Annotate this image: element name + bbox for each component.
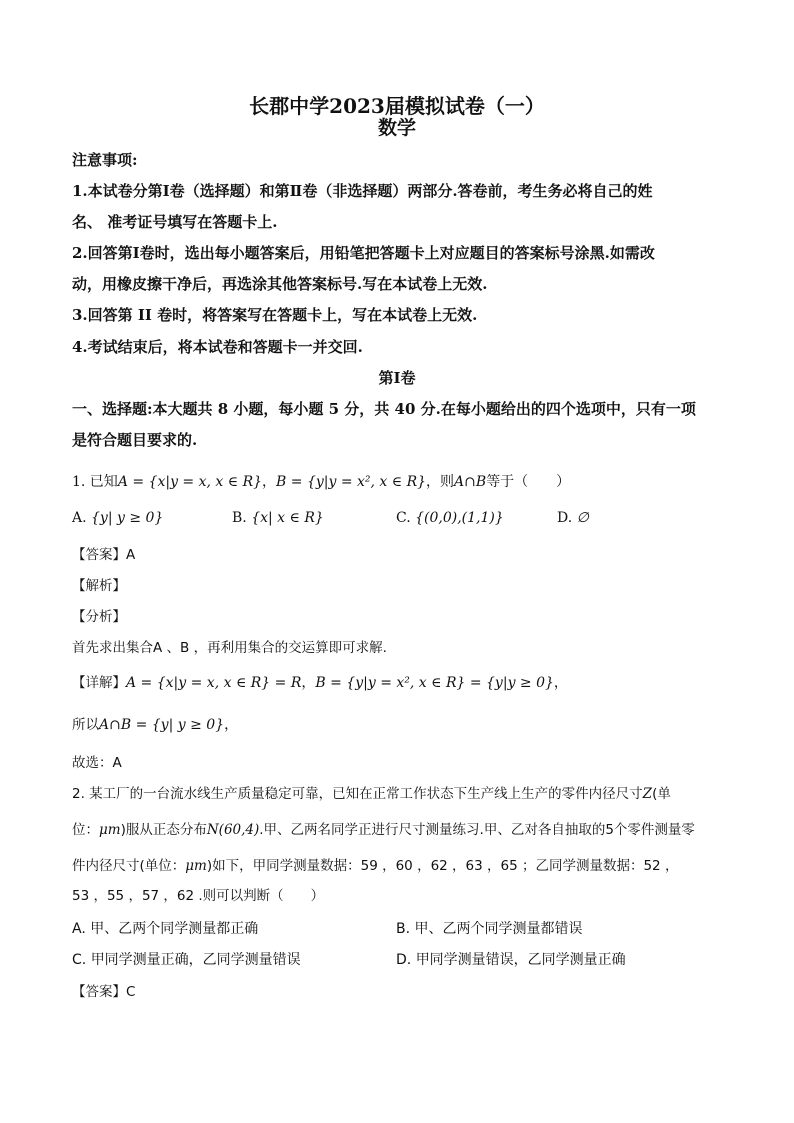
q1-option-c [396, 508, 504, 528]
q2-option-a [72, 919, 258, 939]
option-text: ∅ [576, 510, 589, 526]
q1-analysis-tag: 【解析】 [72, 578, 126, 594]
q1-detail-b: B = {y|y = x², x ∈ R} = {y|y ≥ 0} [315, 675, 554, 691]
option-letter: B. [396, 921, 411, 937]
option-letter: B. [232, 510, 247, 526]
q2-distribution: N(60,4) [206, 822, 260, 838]
q1-intersect: A∩B [454, 474, 487, 490]
option-text: {y| y ≥ 0} [91, 510, 164, 526]
q2-text: )服从正态分布 [120, 822, 207, 838]
option-letter: A. [72, 921, 86, 937]
notice-line-2: 名、 准考证号填写在答题卡上. [72, 213, 278, 231]
option-letter: C. [72, 952, 87, 968]
q2-text: 件内径尺寸(单位： [72, 858, 186, 874]
notice-line-6: 4.考试结束后，将本试卷和答题卡一并交回. [72, 338, 363, 356]
q2-unit: μm [185, 858, 207, 874]
q2-text: .甲、乙两名同学正进行尺寸测量练习.甲、乙对各自抽取的5个零件测量零 [259, 822, 695, 838]
q2-option-d [396, 950, 626, 970]
q2-line-4: 53 ，55 ，57 ，62 .则可以判断（ ） [72, 888, 325, 904]
q2-text: )如下，甲同学测量数据：59 ，60 ，62 ，63 ，65 ；乙同学测量数据：52 ， [206, 858, 679, 874]
section-label: 第Ⅰ卷 [378, 369, 416, 387]
q2-var-z: Z [642, 786, 653, 802]
q2-unit: μm [99, 822, 121, 838]
q2-line-3 [72, 856, 678, 876]
q2-line-1 [72, 784, 671, 804]
q1-fenxi-text: 首先求出集合A 、B ，再利用集合的交运算即可求解. [72, 640, 387, 656]
q2-text: 2. 某工厂的一台流水线生产质量稳定可靠，已知在正常工作状态下生产线上生产的零件内径尺寸 [72, 786, 643, 802]
q1-conclusion-prefix: 所以 [72, 717, 99, 733]
q2-text: (单 [652, 786, 671, 802]
q1-set-b: B = {y|y = x², x ∈ R} [276, 474, 427, 490]
section-instruction-cont: 是符合题目要求的. [72, 431, 198, 449]
q1-set-a: A = {x|y = x, x ∈ R} [117, 474, 263, 490]
q2-text: 位： [72, 822, 99, 838]
notice-heading: 注意事项: [72, 151, 138, 169]
option-letter: D. [557, 510, 573, 526]
option-text: {x| x ∈ R} [251, 510, 324, 526]
option-text: 甲、乙两个同学测量都正确 [90, 921, 259, 937]
q1-fenxi-tag: 【分析】 [72, 609, 126, 625]
q1-detail-a: A = {x|y = x, x ∈ R} = R [126, 675, 302, 691]
q2-line-2 [72, 820, 695, 840]
notice-line-4: 动，用橡皮擦干净后，再选涂其他答案标号.写在本试卷上无效. [72, 275, 488, 293]
q1-option-b [232, 508, 324, 528]
q1-detail-tag: 【详解】 [72, 675, 126, 691]
option-letter: D. [396, 952, 412, 968]
option-text: 甲同学测量错误，乙同学测量正确 [415, 952, 626, 968]
q1-option-d [557, 508, 589, 528]
q2-option-c [72, 950, 301, 970]
notice-line-5: 3.回答第 II 卷时，将答案写在答题卡上，写在本试卷上无效. [72, 306, 478, 324]
q1-choice: 故选：A [72, 755, 122, 771]
q1-stem [72, 472, 570, 492]
q1-answer: 【答案】A [72, 547, 136, 563]
q1-conclusion [72, 715, 238, 735]
page-title: 长郡中学2023届模拟试卷（一） [249, 94, 545, 118]
q1-detail-sep: ， [301, 675, 316, 691]
option-letter: C. [396, 510, 411, 526]
q1-stem-prefix: 1. 已知 [72, 474, 118, 490]
option-text: 甲同学测量正确，乙同学测量错误 [90, 952, 301, 968]
option-text: 甲、乙两个同学测量都错误 [414, 921, 583, 937]
q1-stem-mid: ，则 [426, 474, 455, 490]
notice-line-1: 1.本试卷分第Ⅰ卷（选择题）和第Ⅱ卷（非选择题）两部分.答卷前，考生务必将自己的姓 [72, 182, 653, 200]
q1-comma: ， [262, 474, 277, 490]
q1-detail-end: ， [553, 675, 568, 691]
q2-answer: 【答案】C [72, 984, 136, 1000]
q1-conclusion-math: A∩B = {y| y ≥ 0} [99, 717, 225, 733]
section-instruction: 一、选择题:本大题共 8 小题，每小题 5 分，共 40 分.在每小题给出的四个选项中，只有一项 [72, 400, 696, 418]
q2-option-b [396, 919, 583, 939]
option-text: {(0,0),(1,1)} [415, 510, 504, 526]
q1-stem-suffix: 等于（ ） [486, 474, 571, 490]
q1-option-a [72, 508, 163, 528]
q1-conclusion-end: ， [224, 717, 239, 733]
notice-line-3: 2.回答第Ⅰ卷时，选出每小题答案后，用铅笔把答题卡上对应题目的答案标号涂黑.如需改 [72, 244, 655, 262]
q1-detail [72, 673, 568, 693]
option-letter: A. [72, 510, 87, 526]
page-subtitle: 数学 [377, 117, 416, 139]
